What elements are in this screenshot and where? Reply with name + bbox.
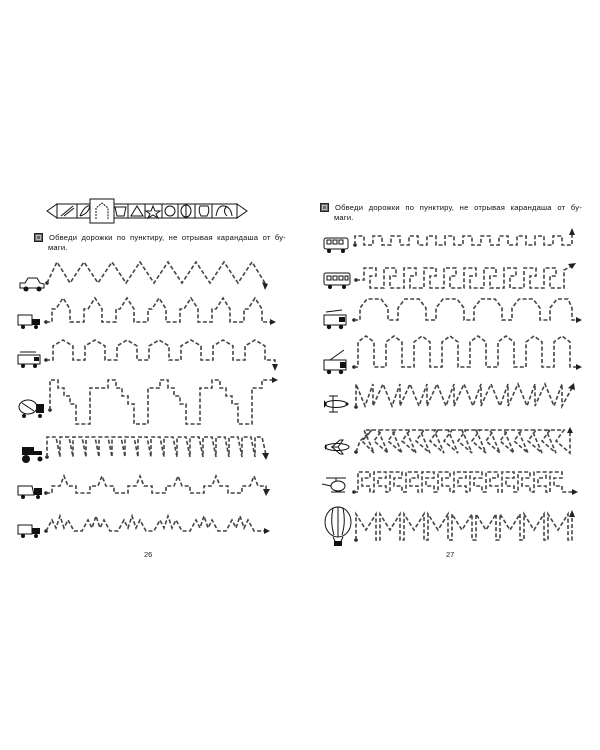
left-row-3-fire-truck bbox=[18, 340, 278, 371]
helicopter-icon bbox=[322, 478, 346, 492]
trace-end-arrow-icon bbox=[568, 263, 576, 269]
left-instruction-line2: маги. bbox=[48, 243, 68, 252]
left-row-7-van bbox=[18, 516, 270, 538]
strip-left-arrow-icon bbox=[47, 204, 57, 218]
trace-end-arrow-icon bbox=[264, 528, 270, 534]
trace-end-arrow-icon bbox=[569, 228, 575, 235]
trace-end-arrow-icon bbox=[576, 317, 582, 323]
trace-end-arrow-icon bbox=[272, 377, 278, 383]
trace-end-arrow-icon bbox=[576, 364, 582, 370]
fire-truck-icon bbox=[324, 310, 346, 329]
strip-right-arrow-icon bbox=[237, 204, 247, 218]
right-page-number: 27 bbox=[446, 550, 455, 559]
trace-path-6 bbox=[46, 476, 266, 493]
trace-path-2 bbox=[356, 266, 572, 288]
dump-truck-icon bbox=[18, 486, 42, 499]
trace-path-5 bbox=[47, 437, 266, 457]
right-page bbox=[300, 0, 600, 750]
van-icon bbox=[18, 525, 40, 538]
right-row-2-tram bbox=[324, 263, 576, 289]
right-row-4-crane-truck bbox=[324, 336, 582, 374]
left-row-4-cement-mixer bbox=[19, 377, 278, 424]
right-row-3-fire-truck bbox=[324, 299, 582, 329]
trace-path-4 bbox=[50, 380, 272, 424]
crane-truck-icon bbox=[324, 350, 346, 374]
trace-path-7 bbox=[354, 472, 572, 492]
truck-icon bbox=[18, 315, 40, 329]
right-instruction-line1: Обведи дорожки по пунктиру, не отрывая карандаша от бу- bbox=[335, 203, 582, 212]
car-icon bbox=[20, 278, 44, 292]
bus-icon bbox=[324, 238, 348, 253]
trace-end-arrow-icon bbox=[569, 510, 575, 517]
biplane-icon bbox=[324, 396, 349, 412]
airplane-icon bbox=[325, 440, 349, 454]
left-row-1-car bbox=[20, 262, 268, 292]
right-row-5-biplane bbox=[324, 383, 575, 412]
trace-path-2 bbox=[46, 298, 270, 322]
left-row-6-dump-truck bbox=[18, 476, 270, 499]
cement-mixer-icon bbox=[19, 400, 44, 418]
right-row-8-balloon bbox=[325, 507, 575, 546]
right-page-drawing bbox=[300, 0, 600, 750]
trace-path-6 bbox=[356, 430, 570, 453]
trace-end-arrow-icon bbox=[567, 427, 573, 433]
shape-strip bbox=[47, 199, 247, 223]
trace-end-arrow-icon bbox=[270, 319, 276, 325]
trace-path-3 bbox=[46, 340, 275, 366]
fire-truck-icon bbox=[18, 352, 40, 368]
right-row-1-bus bbox=[324, 228, 575, 253]
right-row-6-airplane bbox=[325, 427, 573, 454]
left-row-2-truck bbox=[18, 298, 276, 329]
right-instruction-line2: маги. bbox=[334, 213, 354, 222]
left-instruction-line1: Обведи дорожки по пунктиру, не отрывая карандаша от бу- bbox=[49, 233, 286, 242]
trace-end-arrow-icon bbox=[572, 489, 578, 495]
right-row-7-helicopter bbox=[322, 472, 578, 495]
tractor-icon bbox=[22, 447, 43, 463]
trace-path-8 bbox=[356, 514, 572, 540]
trace-end-arrow-icon bbox=[568, 383, 575, 390]
trace-path-1 bbox=[47, 262, 265, 283]
trace-path-1 bbox=[355, 234, 572, 245]
hot-air-balloon-icon bbox=[325, 507, 351, 546]
trace-end-arrow-icon bbox=[263, 489, 270, 496]
left-row-5-tractor bbox=[22, 437, 269, 463]
tram-icon bbox=[324, 273, 350, 289]
left-page-number: 26 bbox=[144, 550, 153, 559]
trace-path-5 bbox=[356, 384, 572, 407]
trace-end-arrow-icon bbox=[262, 282, 268, 290]
trace-path-7 bbox=[46, 516, 264, 531]
trace-end-arrow-icon bbox=[272, 364, 278, 371]
trace-path-4 bbox=[354, 336, 576, 367]
trace-end-arrow-icon bbox=[262, 453, 269, 460]
trace-path-3 bbox=[354, 299, 576, 320]
